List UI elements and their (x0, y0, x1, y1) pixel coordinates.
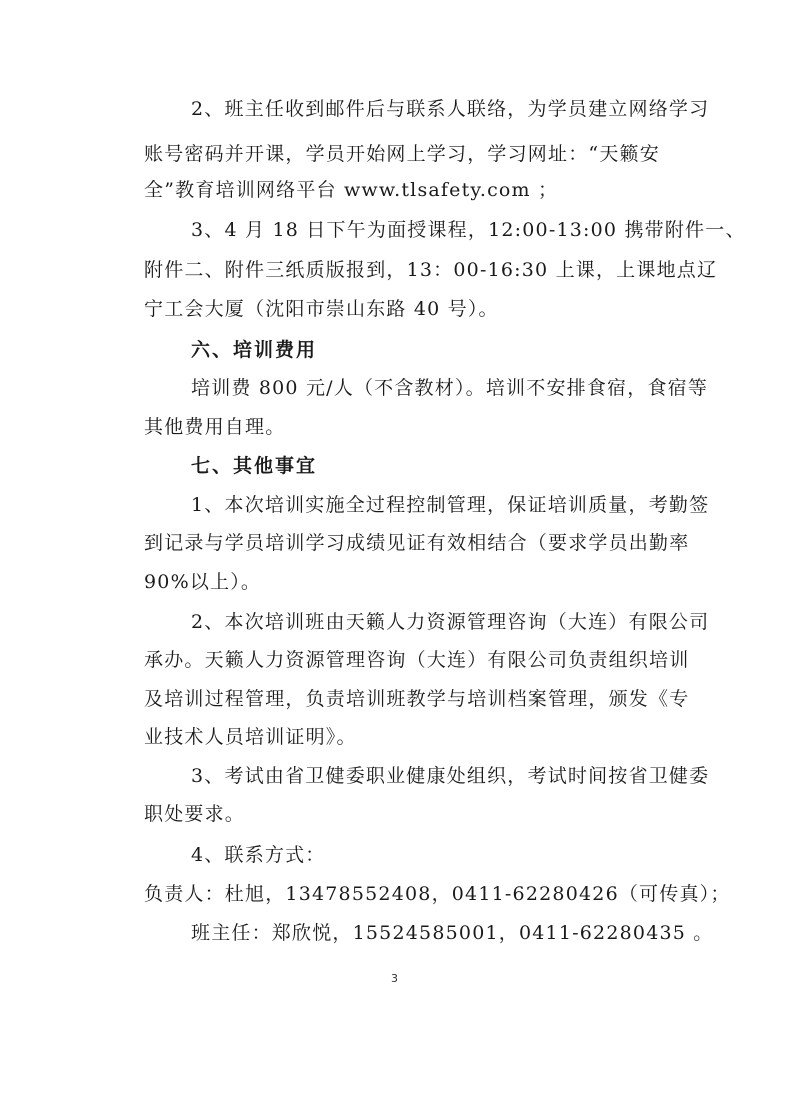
paragraph-line: 账号密码并开课，学员开始网上学习，学习网址：“天籁安 (144, 143, 660, 165)
paragraph-line: 到记录与学员培训学习成绩见证有效相结合（要求学员出勤率 (144, 532, 690, 554)
paragraph-line: 业技术人员培训证明》。 (144, 726, 357, 748)
paragraph-line: 3、考试由省卫健委职业健康处组织，考试时间按省卫健委 (191, 765, 710, 787)
paragraph-line: 全”教育培训网络平台 www.tlsafety.com ； (144, 179, 559, 201)
paragraph-line: 3、4 月 18 日下午为面授课程，12:00-13:00 携带附件一、 (191, 219, 746, 241)
paragraph-line: 宁工会大厦（沈阳市崇山东路 40 号）。 (144, 298, 499, 320)
paragraph-line: 及培训过程管理，负责培训班教学与培训档案管理，颁发《专 (144, 688, 690, 710)
contact-line-responsible: 负责人：杜旭，13478552408，0411-62280426（可传真）； (144, 883, 731, 905)
paragraph-line: 90%以上）。 (144, 571, 262, 593)
paragraph-line: 职处要求。 (144, 803, 246, 825)
paragraph-line: 4、联系方式： (191, 844, 326, 866)
paragraph-line: 其他费用自理。 (144, 416, 286, 438)
paragraph-line: 1、本次培训实施全过程控制管理，保证培训质量，考勤签 (191, 494, 710, 516)
paragraph-line: 附件二、附件三纸质版报到，13：00-16:30 上课，上课地点辽 (144, 259, 718, 281)
paragraph-line: 培训费 800 元/人（不含教材）。培训不安排食宿，食宿等 (191, 377, 709, 399)
page-number: 3 (391, 972, 398, 985)
paragraph-line: 2、本次培训班由天籁人力资源管理咨询（大连）有限公司 (191, 611, 710, 633)
section-heading-other: 七、其他事宜 (191, 455, 318, 477)
paragraph-line: 承办。天籁人力资源管理咨询（大连）有限公司负责组织培训 (144, 649, 690, 671)
paragraph-line: 2、班主任收到邮件后与联系人联络，为学员建立网络学习 (191, 98, 710, 120)
contact-line-class-teacher: 班主任：郑欣悦，15524585001，0411-62280435 。 (191, 922, 714, 944)
section-heading-fees: 六、培训费用 (191, 339, 318, 361)
